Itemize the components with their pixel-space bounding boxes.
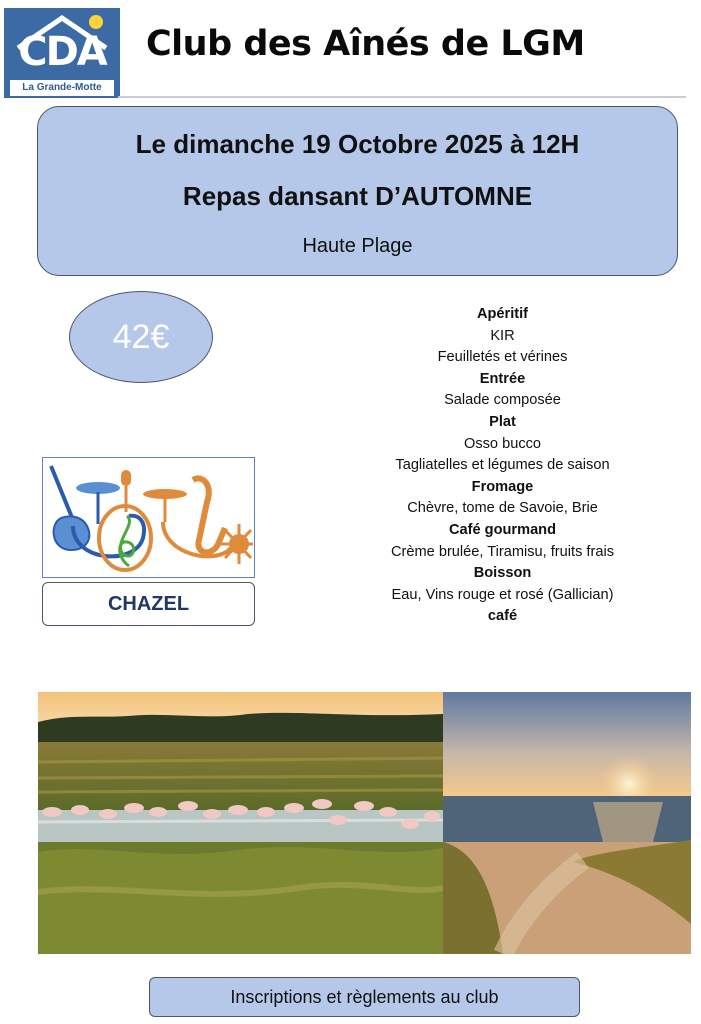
menu-item: Chèvre, tome de Savoie, Brie [407,500,598,517]
menu-item: Osso bucco [463,435,542,452]
guitar-icon [51,466,89,550]
menu-heading: Plat [489,413,516,430]
menu-item: Salade composée [444,392,561,409]
menu-item: Feuilletés et vérines [437,349,568,366]
band-logo [42,457,255,578]
menu-heading: café [487,608,518,625]
flamingo-photo [38,692,443,954]
menu-item: Tagliatelles et légumes de saison [395,457,610,474]
menu-item: Crème brulée, Tiramisu, fruits frais [390,543,615,560]
club-logo [4,8,120,98]
sun-icon [89,15,103,29]
event-banner [37,106,678,276]
registration-note: Inscriptions et règlements au club [149,977,580,1017]
menu-heading: Apéritif [476,306,529,322]
menu-heading: Entrée [479,370,526,387]
divider [118,96,686,98]
band-name: CHAZEL [42,582,255,626]
menu-item: Eau, Vins rouge et rosé (Gallician) [391,586,614,603]
logo-town: La Grande-Motte [10,80,114,96]
menu-heading: Boisson [473,565,532,582]
logo-letters: CDA [18,29,106,75]
menu-item: KIR [490,327,515,344]
page-title: Club des Aînés de LGM [146,24,585,64]
event-venue: Haute Plage [302,235,413,257]
menu-list [350,304,655,628]
menu-heading: Fromage [471,478,534,495]
sunset-beach-photo [443,692,691,954]
menu-heading: Café gourmand [448,521,557,538]
event-date: Le dimanche 19 Octobre 2025 à 12H [135,129,580,159]
price-badge: 42€ [69,291,213,383]
event-name: Repas dansant D’AUTOMNE [182,181,533,211]
